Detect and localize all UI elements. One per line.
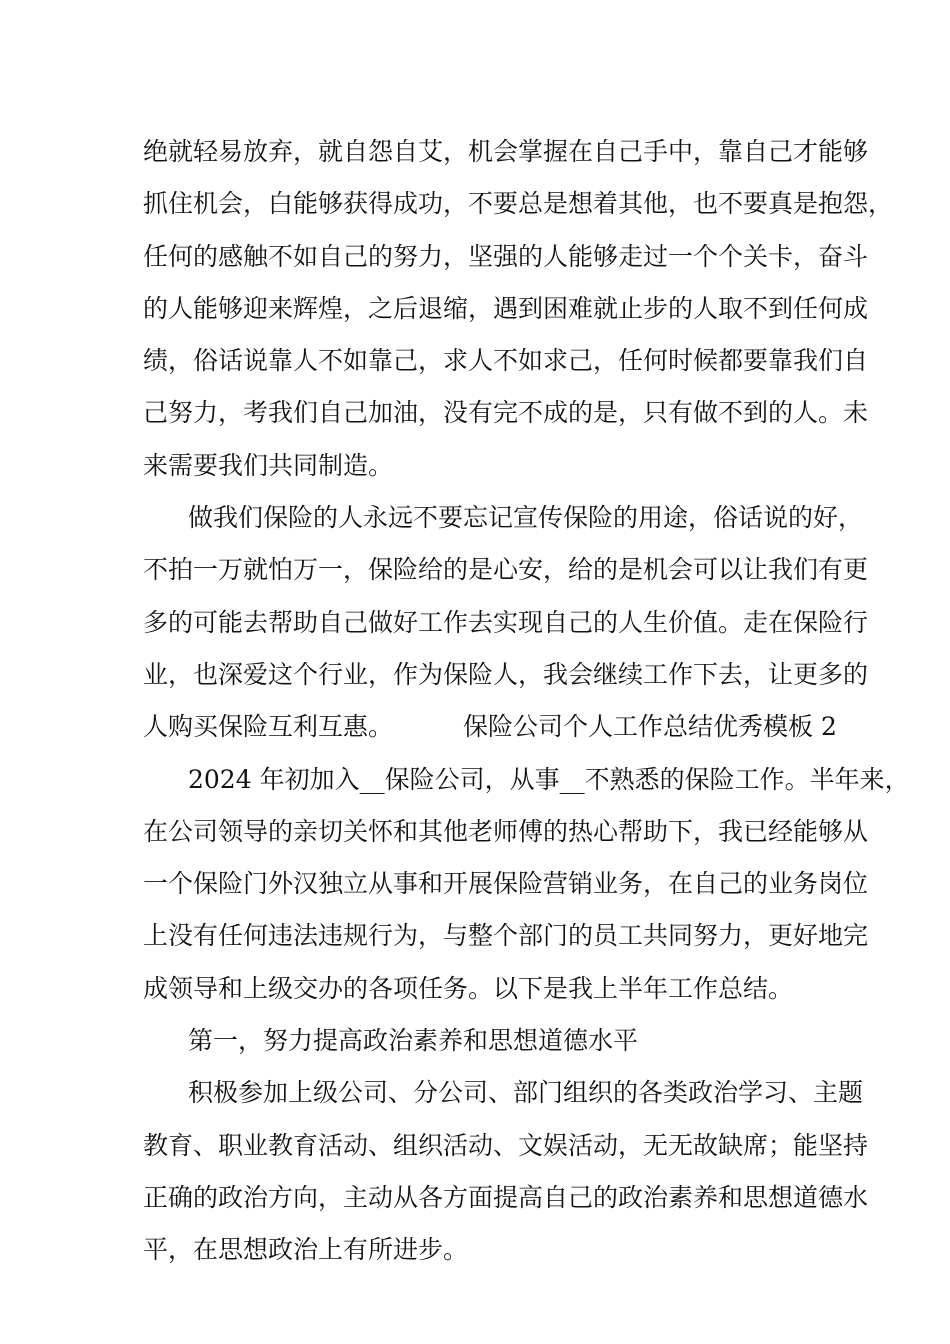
text-line: 绩，俗话说靠人不如靠己，求人不如求己，任何时候都要靠我们自 bbox=[143, 346, 869, 376]
text-line: 教育、职业教育活动、组织活动、文娱活动，无无故缺席；能坚持 bbox=[143, 1130, 869, 1160]
text-line: 积极参加上级公司、分公司、部门组织的各类政治学习、主题 bbox=[188, 1078, 864, 1108]
section-title: 保险公司个人工作总结优秀模板 2 bbox=[463, 712, 837, 742]
text-line: 正确的政治方向，主动从各方面提高自己的政治素养和思想道德水 bbox=[143, 1182, 869, 1212]
text-line: 的人能够迎来辉煌，之后退缩，遇到困难就止步的人取不到任何成 bbox=[143, 293, 869, 323]
text-line: 一个保险门外汉独立从事和开展保险营销业务，在自己的业务岗位 bbox=[143, 869, 869, 899]
document-body bbox=[143, 126, 910, 1277]
paragraph bbox=[143, 754, 910, 1015]
text-line: 多的可能去帮助自己做好工作去实现自己的人生价值。走在保险行 bbox=[143, 607, 869, 637]
text-line: 做我们保险的人永远不要忘记宣传保险的用途，俗话说的好， bbox=[188, 503, 864, 533]
heading bbox=[143, 1015, 823, 1067]
section-heading: 第一，努力提高政治素养和思想道德水平 bbox=[188, 1026, 639, 1056]
text-line: 抓住机会，白能够获得成功，不要总是想着其他，也不要真是抱怨， bbox=[143, 189, 894, 219]
text-line: 2024 年初加入__保险公司，从事__不熟悉的保险工作。半年来， bbox=[188, 764, 910, 794]
text-line: 不拍一万就怕万一，保险给的是心安，给的是机会可以让我们有更 bbox=[143, 555, 869, 585]
text-line: 平，在思想政治上有所进步。 bbox=[143, 1235, 469, 1265]
text-line: 任何的感触不如自己的努力，坚强的人能够走过一个个关卡，奋斗 bbox=[143, 241, 869, 271]
text-line: 绝就轻易放弃，就自怨自艾，机会掌握在自己手中，靠自己才能够 bbox=[143, 137, 869, 166]
paragraph bbox=[143, 126, 894, 492]
text-line bbox=[143, 701, 837, 753]
text-line: 上没有任何违法违规行为，与整个部门的员工共同努力，更好地完 bbox=[143, 921, 869, 951]
paragraph bbox=[143, 1067, 869, 1276]
text-line: 来需要我们共同制造。 bbox=[143, 450, 394, 480]
paragraph bbox=[143, 492, 869, 753]
text-line: 成领导和上级交办的各项任务。以下是我上半年工作总结。 bbox=[143, 973, 794, 1003]
paragraph-end-text: 人购买保险互利互惠。 bbox=[143, 712, 394, 742]
text-line: 在公司领导的亲切关怀和其他老师傅的热心帮助下，我已经能够从 bbox=[143, 816, 869, 846]
text-line: 己努力，考我们自己加油，没有完不成的是，只有做不到的人。未 bbox=[143, 398, 869, 428]
text-line: 业，也深爱这个行业，作为保险人，我会继续工作下去，让更多的 bbox=[143, 659, 869, 689]
